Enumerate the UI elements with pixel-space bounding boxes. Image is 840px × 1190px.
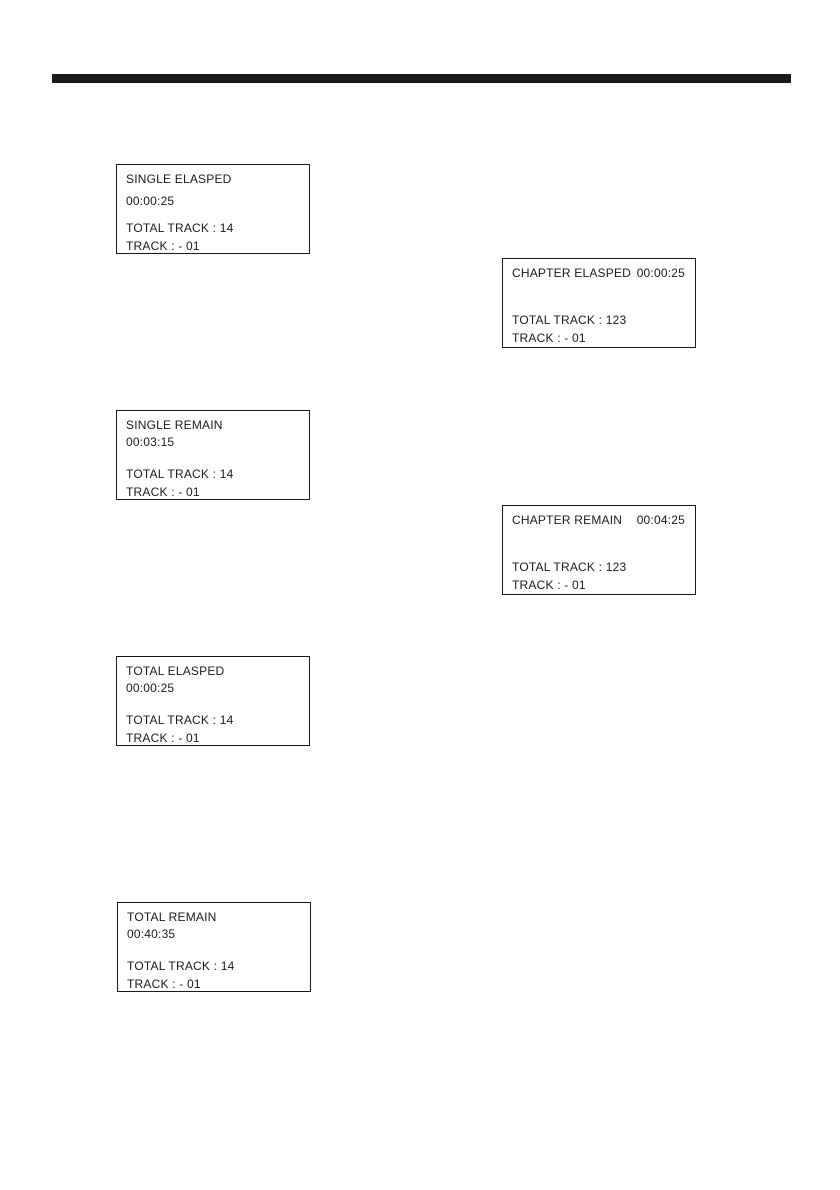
display-total-track: TOTAL TRACK : 123: [512, 313, 627, 327]
display-total-remain: [117, 902, 311, 992]
display-time: 00:40:35: [127, 927, 176, 941]
display-time: 00:04:25: [636, 513, 685, 527]
display-mode-label: SINGLE REMAIN: [126, 418, 223, 432]
header-rule: [52, 74, 791, 83]
display-total-elapsed: [116, 656, 310, 746]
display-single-remain: [116, 410, 310, 500]
display-track: TRACK : - 01: [512, 578, 586, 592]
display-mode-label: SINGLE ELASPED: [126, 172, 232, 186]
display-time: 00:03:15: [126, 435, 175, 449]
display-mode-label: TOTAL ELASPED: [126, 664, 225, 678]
display-time: 00:00:25: [126, 194, 175, 208]
display-chapter-remain: [502, 505, 696, 595]
display-mode-label: TOTAL REMAIN: [127, 910, 217, 924]
display-total-track: TOTAL TRACK : 14: [126, 713, 234, 727]
display-mode-label: CHAPTER REMAIN: [512, 513, 623, 527]
display-total-track: TOTAL TRACK : 14: [126, 467, 234, 481]
display-time: 00:00:25: [636, 266, 685, 280]
display-time: 00:00:25: [126, 681, 175, 695]
display-track: TRACK : - 01: [512, 331, 586, 345]
display-track: TRACK : - 01: [127, 977, 201, 991]
display-total-track: TOTAL TRACK : 123: [512, 560, 627, 574]
display-single-elapsed: [116, 164, 310, 254]
display-total-track: TOTAL TRACK : 14: [127, 959, 235, 973]
display-chapter-elapsed: [502, 258, 696, 348]
display-track: TRACK : - 01: [126, 485, 200, 499]
display-track: TRACK : - 01: [126, 239, 200, 253]
display-mode-label: CHAPTER ELASPED: [512, 266, 632, 280]
display-total-track: TOTAL TRACK : 14: [126, 221, 234, 235]
display-track: TRACK : - 01: [126, 731, 200, 745]
